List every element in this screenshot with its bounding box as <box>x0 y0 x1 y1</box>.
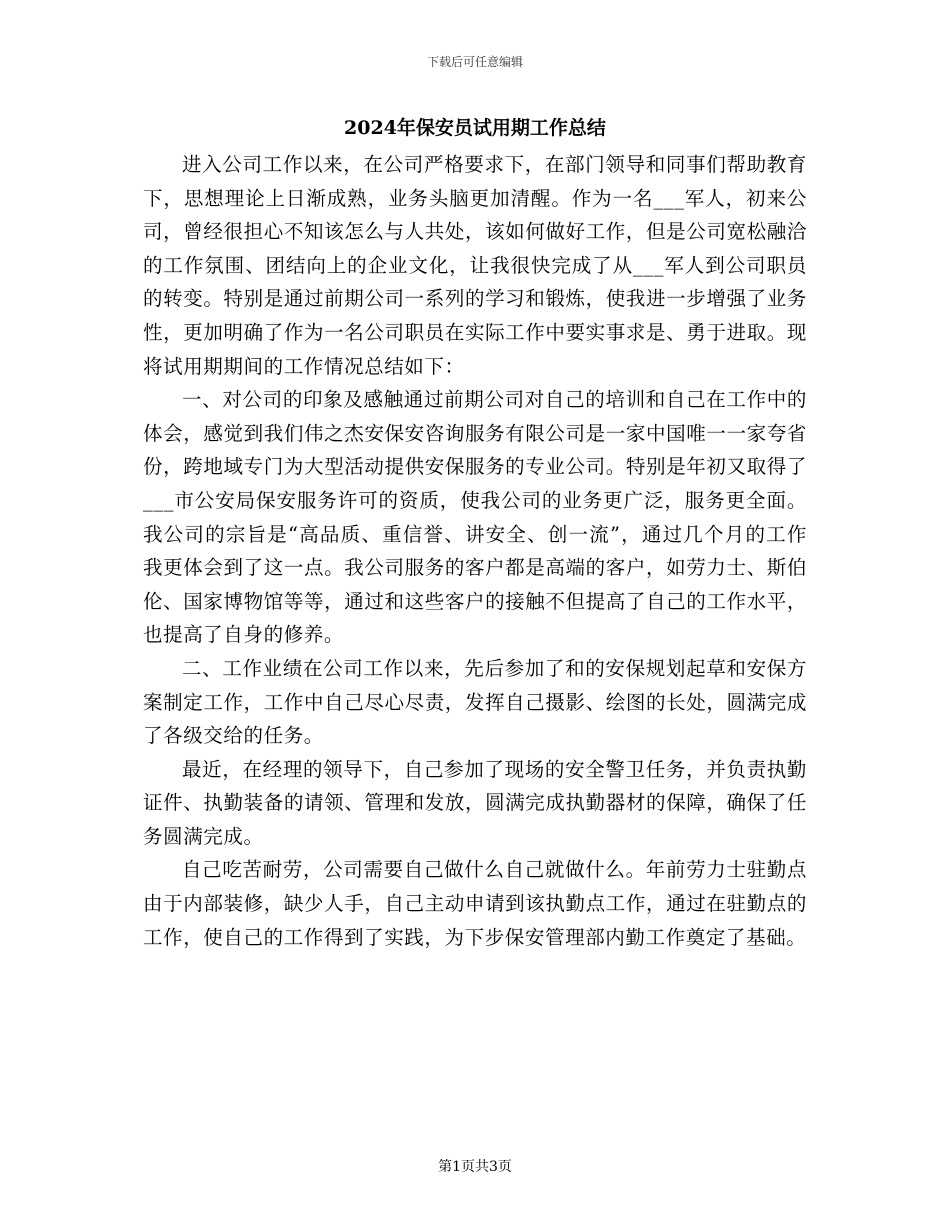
paragraph-impression: 一、对公司的印象及感触通过前期公司对自己的培训和自己在工作中的体会，感觉到我们伟之杰安保安咨询服务有限公司是一家中国唯一一家夸省份，跨地域专门为大型活动提供安保服务的专业公司。特别是年初又取得了___市公安局保安服务许可的资质，使我公司的业务更广泛，服务更全面。我公司的宗旨是“高品质、重信誉、讲安全、创一流”，通过几个月的工作我更体会到了这一点。我公司服务的客户都是高端的客户，如劳力士、斯伯伦、国家博物馆等等，通过和这些客户的接触不但提高了自己的工作水平，也提高了自身的修养。 <box>143 388 807 647</box>
page-header-note: 下载后可任意编辑 <box>426 55 523 69</box>
paragraph-recent-task: 最近，在经理的领导下，自己参加了现场的安全警卫任务，并负责执勤证件、执勤装备的请领、管理和发放，圆满完成执勤器材的保障，确保了任务圆满完成。 <box>143 757 807 848</box>
page-number: 第1页共3页 <box>438 1159 512 1175</box>
document-body <box>143 148 807 954</box>
paragraph-diligence: 自己吃苦耐劳，公司需要自己做什么自己就做什么。年前劳力士驻勤点由于内部装修，缺少人手，自己主动申请到该执勤点工作，通过在驻勤点的工作，使自己的工作得到了实践，为下步保安管理部内勤工作奠定了基础。 <box>143 858 807 949</box>
paragraph-achievements: 二、工作业绩在公司工作以来，先后参加了和的安保规划起草和安保方案制定工作，工作中自己尽心尽责，发挥自己摄影、绘图的长处，圆满完成了各级交给的任务。 <box>143 656 807 748</box>
paragraph-intro: 进入公司工作以来，在公司严格要求下，在部门领导和同事们帮助教育下，思想理论上日渐成熟，业务头脑更加清醒。作为一名___军人，初来公司，曾经很担心不知该怎么与人共处，该如何做好工作，但是公司宽松融洽的工作氛围、团结向上的企业文化，让我很快完成了从___军人到公司职员的转变。特别是通过前期公司一系列的学习和锻炼，使我进一步增强了业务性，更加明确了作为一名公司职员在实际工作中要实事求是、勇于进取。现将试用期期间的工作情况总结如下： <box>143 153 807 378</box>
document-title: 2024年保安员试用期工作总结 <box>344 117 606 139</box>
